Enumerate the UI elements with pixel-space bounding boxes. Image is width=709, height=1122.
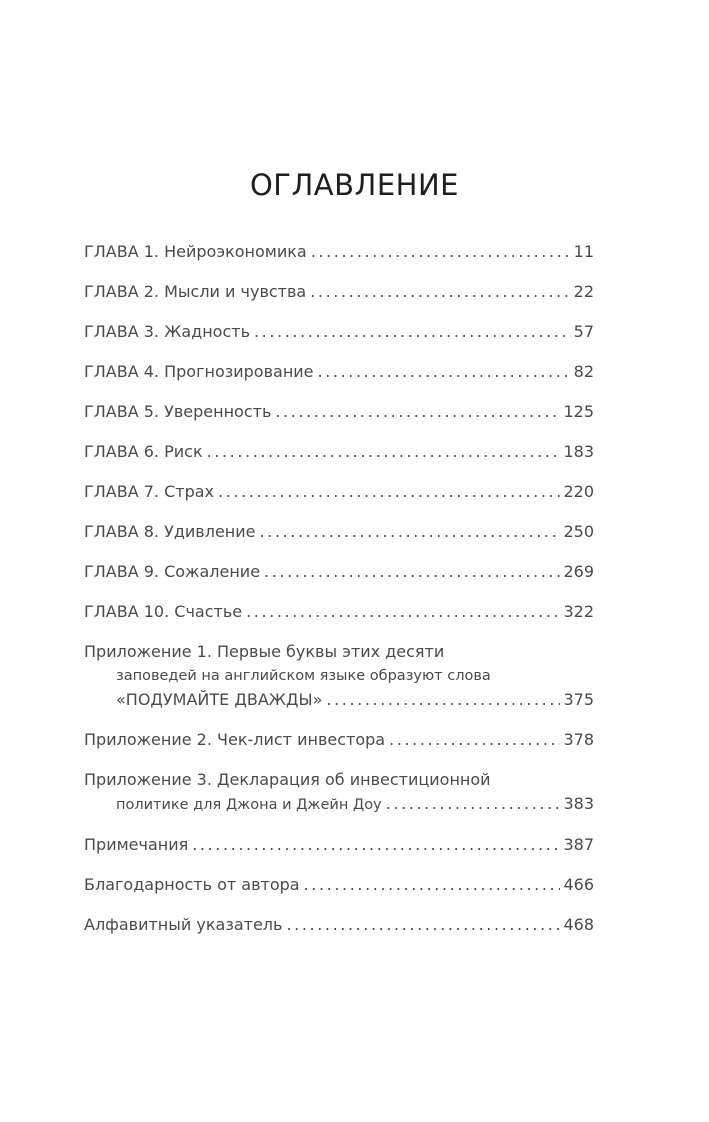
toc-entry-chapter-8[interactable] xyxy=(84,520,594,544)
toc-entry-page: 57 xyxy=(573,322,594,341)
dot-leader xyxy=(254,320,571,344)
toc-entry-page: 183 xyxy=(563,442,594,461)
toc-entry-label: Благодарность от автора xyxy=(84,875,300,894)
toc-entry-label: ГЛАВА 7. Страх xyxy=(84,482,215,501)
toc-entry-label: Приложение 2. Чек-лист инвестора xyxy=(84,730,386,749)
dot-leader xyxy=(304,873,561,897)
toc-entry-label: ГЛАВА 3. Жадность xyxy=(84,322,250,341)
dot-leader xyxy=(326,688,560,712)
toc-entry-chapter-7[interactable] xyxy=(84,480,594,504)
dot-leader xyxy=(286,913,560,937)
toc-entry-page: 378 xyxy=(563,730,594,749)
dot-leader xyxy=(246,600,560,624)
toc-entry-label: Примечания xyxy=(84,835,189,854)
toc-entry-page: 22 xyxy=(573,282,594,301)
toc-entry-chapter-3[interactable] xyxy=(84,320,594,344)
toc-entry-label: Алфавитный указатель xyxy=(84,915,283,934)
toc-entry-page: 468 xyxy=(563,915,594,934)
dot-leader xyxy=(310,280,570,304)
toc-entry-page: 11 xyxy=(573,242,594,261)
dot-leader xyxy=(260,520,561,544)
toc-entry-page: 383 xyxy=(563,794,594,813)
toc-entry-page: 250 xyxy=(563,522,594,541)
toc-entry-page: 375 xyxy=(563,690,594,709)
toc-entry-chapter-6[interactable] xyxy=(84,440,594,464)
toc-entry-chapter-10[interactable] xyxy=(84,600,594,624)
toc-entry-chapter-1[interactable] xyxy=(84,240,594,264)
toc-entry-label-continued: политике для Джона и Джейн Доу xyxy=(116,797,382,813)
toc-entry-appendix-3[interactable] xyxy=(84,768,594,817)
toc-entry-page: 269 xyxy=(563,562,594,581)
toc-entry-page: 466 xyxy=(563,875,594,894)
toc-entry-final-line xyxy=(84,688,594,712)
page-title: ОГЛАВЛЕНИЕ xyxy=(249,168,459,202)
dot-leader xyxy=(218,480,560,504)
toc-entry-appendix-1[interactable] xyxy=(84,640,594,712)
dot-leader xyxy=(275,400,560,424)
dot-leader xyxy=(311,240,571,264)
toc-entry-notes[interactable] xyxy=(84,833,594,857)
toc-entry-page: 125 xyxy=(563,402,594,421)
toc-entry-label-continued: «ПОДУМАЙТЕ ДВАЖДЫ» xyxy=(116,690,323,709)
toc-entry-label: Приложение 3. Декларация об инвестиционной xyxy=(84,770,491,789)
toc-entry-label: ГЛАВА 8. Удивление xyxy=(84,522,256,541)
toc-entry-chapter-9[interactable] xyxy=(84,560,594,584)
toc-entry-chapter-4[interactable] xyxy=(84,360,594,384)
toc-entry-index[interactable] xyxy=(84,913,594,937)
toc-entry-acknowledgments[interactable] xyxy=(84,873,594,897)
dot-leader xyxy=(207,440,561,464)
toc-entry-label: ГЛАВА 9. Сожаление xyxy=(84,562,261,581)
toc-entry-label: ГЛАВА 6. Риск xyxy=(84,442,203,461)
table-of-contents xyxy=(84,240,594,953)
toc-entry-label: Приложение 1. Первые буквы этих десяти xyxy=(84,642,445,661)
toc-entry-appendix-2[interactable] xyxy=(84,728,594,752)
toc-entry-label: ГЛАВА 2. Мысли и чувства xyxy=(84,282,307,301)
toc-entry-chapter-2[interactable] xyxy=(84,280,594,304)
toc-entry-label: ГЛАВА 5. Уверенность xyxy=(84,402,272,421)
dot-leader xyxy=(318,360,571,384)
dot-leader xyxy=(264,560,560,584)
toc-entry-label-continued: заповедей на английском языке образуют слова xyxy=(116,668,491,684)
toc-entry-page: 387 xyxy=(563,835,594,854)
dot-leader xyxy=(389,728,560,752)
toc-entry-chapter-5[interactable] xyxy=(84,400,594,424)
toc-entry-page: 220 xyxy=(563,482,594,501)
toc-entry-label: ГЛАВА 10. Счастье xyxy=(84,602,243,621)
dot-leader xyxy=(192,833,560,857)
dot-leader xyxy=(386,792,561,816)
toc-entry-label: ГЛАВА 4. Прогнозирование xyxy=(84,362,314,381)
toc-entry-label: ГЛАВА 1. Нейроэкономика xyxy=(84,242,307,261)
toc-entry-page: 82 xyxy=(573,362,594,381)
toc-entry-final-line xyxy=(84,792,594,817)
toc-entry-page: 322 xyxy=(563,602,594,621)
